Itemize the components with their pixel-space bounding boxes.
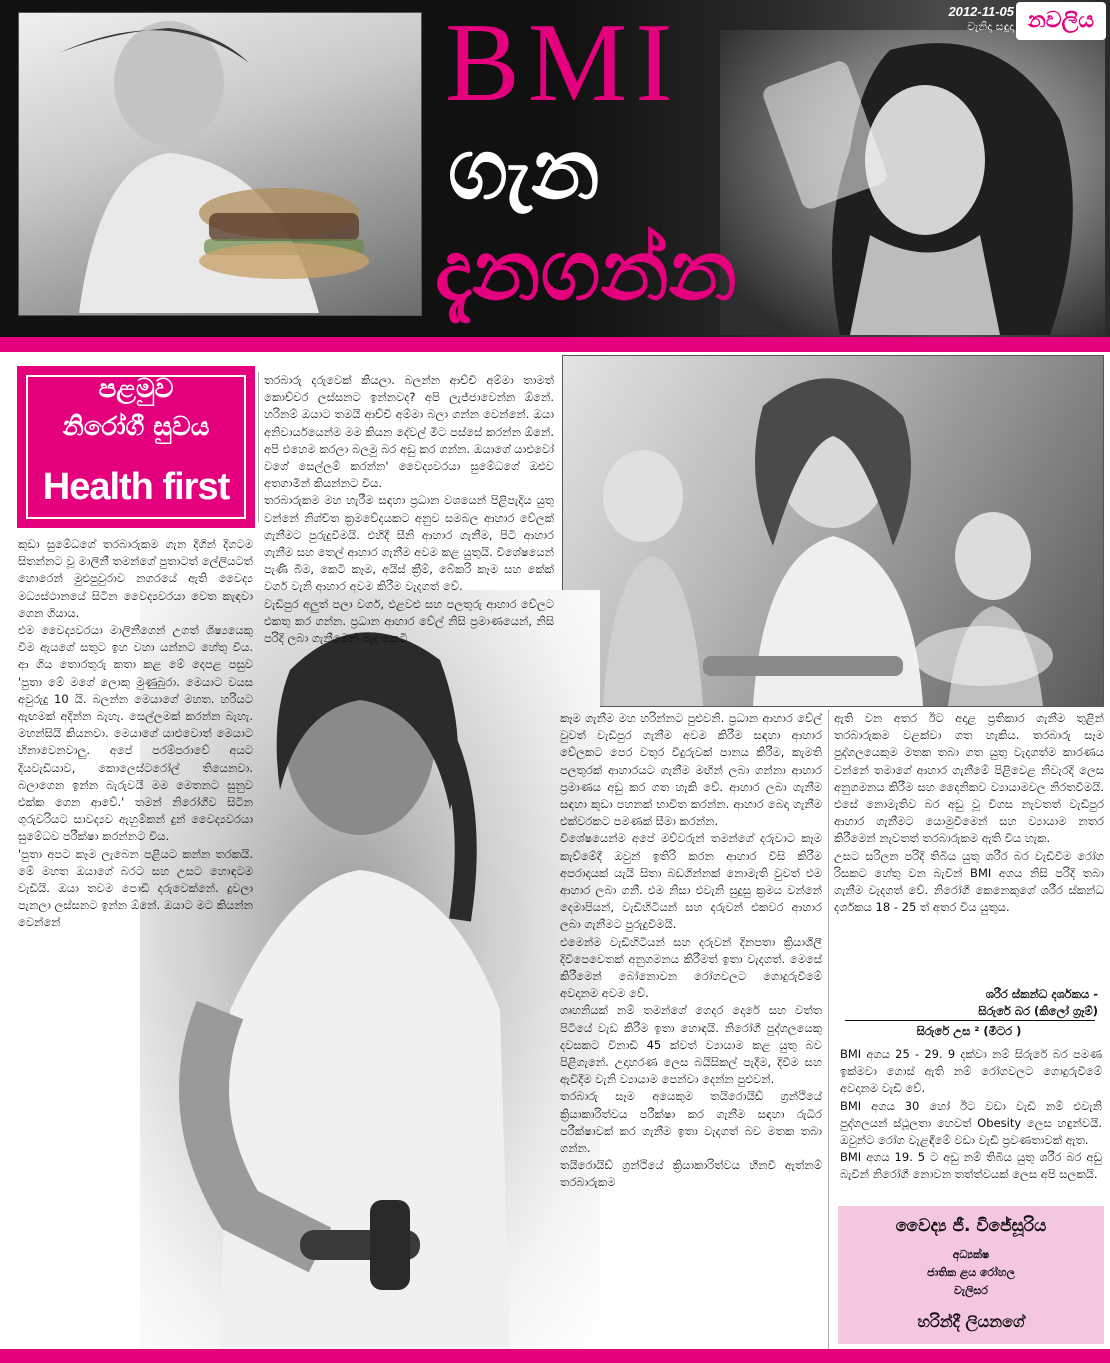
health-first-line-2: නිරෝගී සුවය <box>62 412 210 442</box>
issue-date: 2012-11-05 <box>948 4 1014 19</box>
headline-bmi: BMI <box>445 1 681 125</box>
health-first-line-3: Health first <box>42 466 230 508</box>
pink-divider <box>0 337 1110 352</box>
formula-fraction-line <box>845 1020 1095 1021</box>
mother-and-daughters-cooking-photo <box>562 355 1104 707</box>
newspaper-brand-logo: නවලිය <box>1016 2 1106 40</box>
issue-day: වැනිදා සඳුදා <box>967 20 1014 33</box>
column-divider <box>828 710 829 1350</box>
author-title: අධ්‍යක්ෂ <box>952 1248 990 1261</box>
bottom-pink-divider <box>0 1349 1110 1363</box>
woman-drinking-water-photo <box>720 30 1105 335</box>
column-divider <box>258 372 259 522</box>
article-column-d: ඇති වන අතර ඊට අදාළ ප්‍රතිකාර ගැනීම තුළින් තරබාරුකම වළක්වා ගත හැකිය. තරබාරු සෑම පුද්ගලයෙකුම මතක තබා ගත යුතු වැදගත්ම කාරණය වන්නේ තමාගේ ආහාර ගැනීමේ පිළිවෙළ නිවැරදි ලෙස අනුගමනය කිරීම සහ දෛනිකව ව්‍යායාමවල නිරතවීමයි. එසේ නොමැතිව බර අඩු වූ විගස නැවතත් වැඩිපුර ආහාර ගැනීමට යොමුවීමෙන් සහ ව්‍යායාම නතර කිරීමෙන් නැවතත් තරබාරුකම ඇති විය හැක. උසට සරිලන පරිදි තිබිය යුතු ශරීර බර වැඩිවීම රෝග රිසකට හේතු වන බැවින් BMI අගය නිසි පරිදි තබා ගැනීම වැදගත් වේ. නිරෝගී කෙනෙකුගේ ශරීර ස්කන්ධ දර්ශකය 18 - 25 ත් අතර විය යුතුය. <box>834 711 1104 915</box>
article-column-a: තරබාරු දරුවෙක් කියලා. බලන්න ආච්චි අම්මා තාමත් කොච්චර ලස්සනට ඉන්නවද? අපි ලැජ්ජාවෙන්න ඕනේ. හරිනම් ඔයාට තමයි ආච්චි අම්මා බලා ගන්න වෙන්නේ. ඔයා අනිවාර්යයෙන්ම මම කියන දේවල් මීට පස්සේ කරන්න ඕනේ. අපි එහෙම කරලා බලමු බර අඩු කර ගන්න. ඔයාගේ යාළුවෝ වගේ සෙල්ලම් කරන්න' වෛද්‍යවරයා සුමේධගේ ඔළුව අතගාමින් කියන්නට විය. තරබාරුකම මහ හැරීම සඳහා ප්‍රධාන වශයෙන් පිළිපැදිය යුතු වන්නේ නිශ්චිත ක්‍රමවේදයකට අනුව සමබල ආහාර වේලක් ගැනීමට පුරුදුවීමයි. එහිදී සීනි ආහාර ගැනීම, පිටි ආහාර ගැනීම සහ තෙල් ආහාර ගැනීම අවම කළ යුතුයි. විශේෂයෙන් පැණි බීම, කෙටි කෑම, අයිස් ක්‍රීම්, බේකරි කෑම සහ කේක් වර්ග වැනි ආහාර අවම කිරීම වැදගත් වේ. වැඩිපුර අලුත් පලා වර්ග, එළවළු සහ පලතුරු ආහාර වේලට එකතු කර ගන්න. ප්‍රධාන ආහාර වේල් නිසි ප්‍රමාණයෙන්, නිසි පරිදි ලබා ගැනීමෙන් මැද කෙටි <box>264 373 554 646</box>
headline-line-2: ගැන <box>448 120 600 218</box>
woman-with-burger-photo <box>18 12 422 316</box>
bmi-formula-numerator: ශරීර ස්කන්ධ දර්ශකය - සිරුරේ බර (කිලෝ ග්‍රෑම්) <box>978 987 1098 1018</box>
author-hospital: ජාතික ළය රෝහල <box>927 1266 1015 1279</box>
author-name: වෛද්‍ය ජී. විජේසූරිය <box>895 1216 1047 1236</box>
author-box <box>838 1206 1104 1344</box>
health-first-box <box>17 366 255 528</box>
article-column-d-continued: BMI අගය 25 - 29. 9 දක්වා නම් සිරුරේ බර පමණ ඉක්මවා ගොස් ඇති නම් රෝගවලට ගොදුරුවීමේ අවදානම වැඩි වේ. BMI අගය 30 හෝ ඊට වඩා වැඩි නම් එවැනි පුද්ගලයන් ස්ථූලතා හෙවත් Obesity ලෙස හඳුන්වයි. ඔවුන්ට රෝග වැළඳීමේ වඩා වැඩි ප්‍රවණතාවක් ඇත. BMI අගය 19. 5 ට අඩු නම් තිබිය යුතු ශරීර බර අඩු බැවින් නිරෝගී නොවන තත්ත්වයක් ලෙස අපි සලකයි. <box>840 1047 1102 1182</box>
headline-line-3: දැනගන්න <box>435 221 737 319</box>
article-column-c: කෑම ගැනීම මහ හරින්නට පුළුවනි. ප්‍රධාන ආහාර වේල් වුවත් වැඩිපුර ගැනීම අවම කිරීම සඳහා ආහාර වේලකට පෙර වතුර වීදුරුවක් පානය කිරීම, කැමති පලතුරක් ආහාරයට ගැනීම මඟින් ලබා ගන්නා ආහාර ප්‍රමාණය අඩු කර ගත හැකි වේ. ආහාර ලබා ගැනීම සඳහා කුඩා පහනක් භාවිත කරන්න. ආහාර බෙදා ගැනීම එක්වරකට පමණක් සීමා කරන්න. විශේෂයෙන්ම අපේ මව්වරුන් තමන්ගේ දරුවාට කෑම කැව්මේදී ඔවුන් ඉතිරි කරන ආහාර විසි කිරීම අපරාදයක් යැයි සිතා බඩගින්නක් නොමැති වුවත් එම ආහාර ලබා ගනී. එම නිසා එවැනි සුදුසු ක්‍රමය වන්නේ දෙමාපියන්, වැඩිහිටියන් සහ දරුවන් එකවර ආහාර ලබා ගැනීමට පුරුදුවීමයි. එමෙන්ම වැඩිහිටියන් සහ දරුවන් දිනපතා ක්‍රියාශීලී දිවිපෙවෙතක් අනුගමනය කිරීමත් ඉතා වැදගත්. මෙසේ කිරීමෙන් බෝනොවන රෝගවලට ගොදුරුවීමේ අවදානම අවම වේ. ගෘහනියක් නම් තමන්ගේ ගෙදර දොරේ සහ වත්ත පිටියේ වැඩ කිරීම ඉතා හොඳයි. නිරෝගී පුද්ගලයෙකු දවසකට විනාඩි 45 ක්වත් ව්‍යායාම කළ යුතු බව පිළිගැනේ. උදාහරණ ලෙස බයිසිකල් පැදීම, දිවීම සහ ඇවිදීම වැනි ව්‍යායාම පෙන්වා දෙන්න පුළුවන්. තරබාරු සෑම අයෙකුම තයිරොයිඩ් ග්‍රන්ථියේ ක්‍රියාකාරිත්වය පරීක්ෂා කර ගැනීම සඳහා රුධිර පරීක්ෂාවක් කර ගැනීම ඉතා වැදගත් බව මතක තබා ගන්න. තයිරොයිඩ් ග්‍රන්ථියේ ක්‍රියාකාරිත්වය හීනවී ඇත්නම් තරබාරුකම <box>560 711 822 1190</box>
bmi-formula-denominator: සිරුරේ උස ² (මීටර ) <box>916 1024 1022 1038</box>
reporter-name: හරින්දී ලියනගේ <box>917 1312 1025 1331</box>
article-column-b: කුඩා සුමේධගේ තරබාරුකම ගැන දිගින් දිගටම සිතන්නට වූ මාලිනී තමන්ගේ පුතාටත් ලේලියටත් හොරෙන් මුළුපුවුරාව නගරයේ ඇති වෛද්‍ය මධ්‍යස්ථානයේ සිටින වෛද්‍යවරයා වෙත කැඳවා ගෙන ගියාය. එම වෛද්‍යවරයා මාලිනීගෙන් උගත් ශිෂ්‍යයෙකු වීම ඇයගේ සතුට ඉහ වහා යන්නට හේතු විය. ආ ගිය තොරතුරු කතා කළ මේ දෙපළ පසුව 'පුතා මේ මගේ ලොකු මුණුබුරා. මෙයාට වයස අවුරුදු 10 යි. බලන්න මෙයාගේ මහත. හරියට ඇඟමක් අදින්න බැහැ. සෙල්ලමක් කරන්න බැහැ. මහන්සියි කියනවා. මෙයාගේ යාළුවොත් මෙයාට හිනාවෙනවාලු. අපේ පරම්පරාවේ අයට දියවැඩියාව, කොලෙස්ටරෝල් තියෙනවා. බලාගෙන ඉන්න බැරුවයි මම මෙතනට සුනුව එක්ක ගෙන ආවේ.' තමන් නිරෝගීව සිටින ගුරුවරියට සාවද්‍යව ඇහුම්කන් දුන් වෛද්‍යවරයා සුමේධව පරීක්ෂා කරන්නට විය. 'පුතා අපට කෑම ලැබෙන පළියට කන්න තරකයි. මේ මහත ඔයාගේ බරට සහ උසට හොඳටම වැඩියි. ඔයා තවම පොඩි දරුවෙක්නේ. දුවලා පැනලා ලස්සනට ඉන්න ඕනේ. ඔයාට මට කියන්න වෙන්නේ <box>18 537 253 930</box>
health-first-line-1: පළමුව <box>98 374 174 404</box>
author-location: වැලිසර <box>954 1284 988 1297</box>
